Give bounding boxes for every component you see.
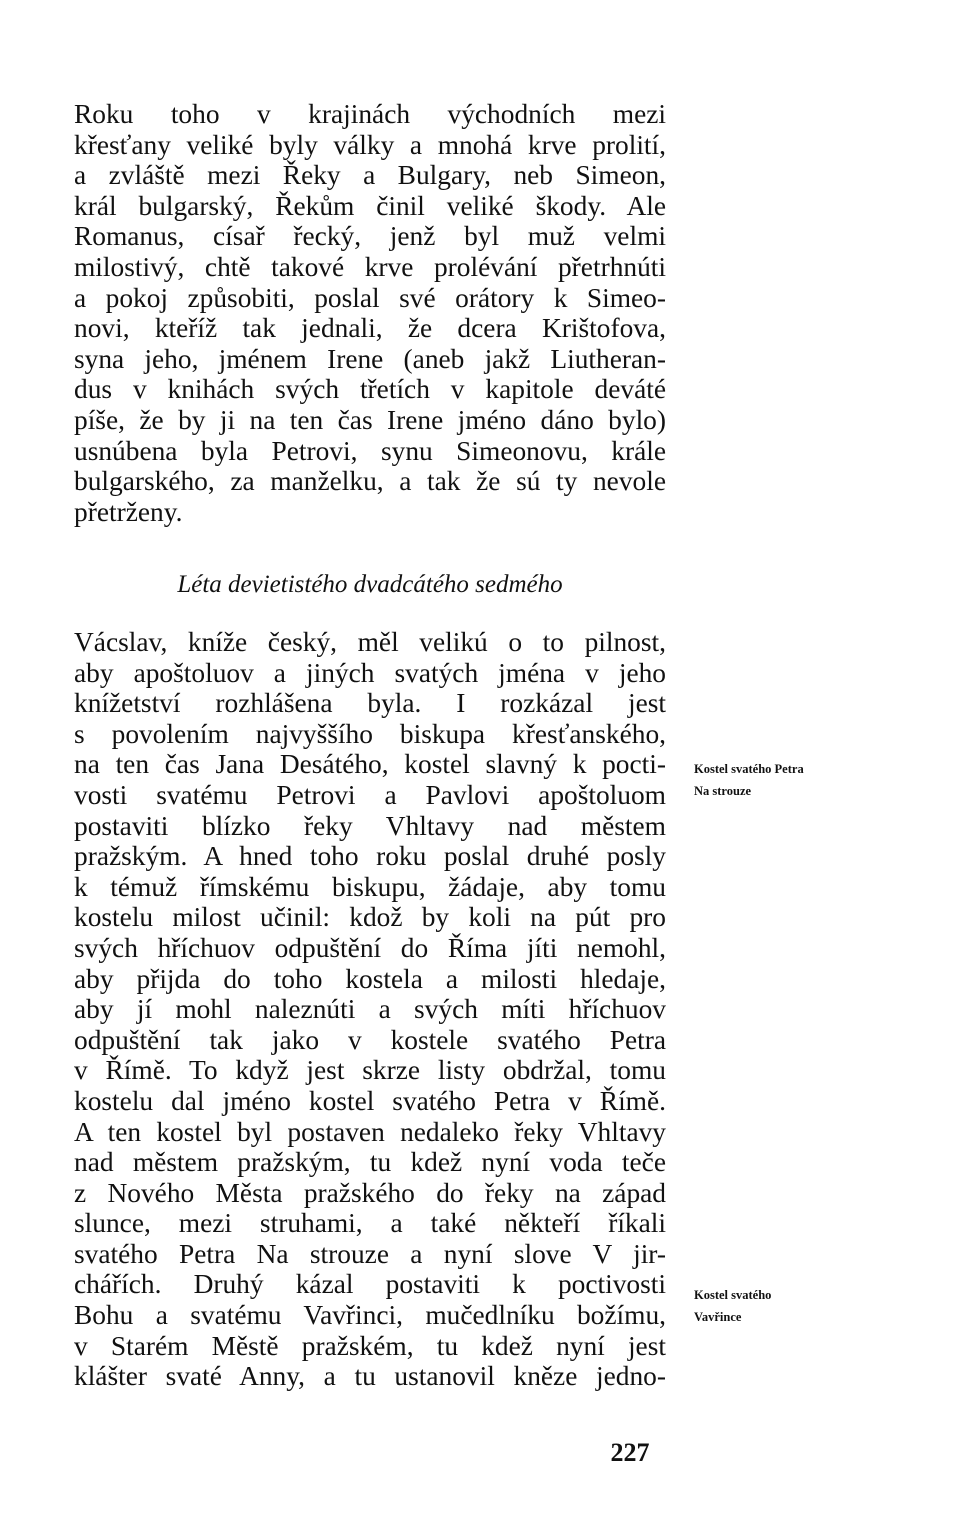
text-line: chářích. Druhý kázal postaviti k poctivosti <box>74 1269 666 1300</box>
text-line: syna jeho, jménem Irene (aneb jakž Liutheran- <box>74 343 666 374</box>
text-line: slunce, mezi struhami, a také někteří říkali <box>74 1208 666 1239</box>
text-line: a pokoj způsobiti, poslal své orátory k Simeo- <box>74 282 666 313</box>
text-line: svých hříchuov odpuštění do Říma jíti nemohl, <box>74 932 666 963</box>
text-line: přetrženy. <box>74 496 183 527</box>
text-line: píše, že by ji na ten čas Irene jméno dáno bylo) <box>74 404 666 435</box>
text-line: bulgarského, za manželku, a tak že sú ty nevole <box>74 466 666 497</box>
text-line: Bohu a svatému Vavřinci, mučedlníku božímu, <box>74 1300 666 1331</box>
section-heading: Léta devietistého dvadcátého sedmého <box>177 571 563 598</box>
page-number: 227 <box>610 1438 650 1467</box>
text-line: dus v knihách svých třetích v kapitole deváté <box>74 374 666 405</box>
text-line: kostelu milost učinil: kdož by koli na pút pro <box>74 902 666 933</box>
text-line: v Římě. To když jest skrze listy obdržal, tomu <box>74 1055 666 1086</box>
margin-note-line: Na strouze <box>694 784 752 798</box>
text-line: s povolením najvyššího biskupa křesťanského, <box>74 718 666 749</box>
text-line: A ten kostel byl postaven nedaleko řeky Vhltavy <box>74 1116 666 1147</box>
margin-note-line: Vavřince <box>694 1310 742 1324</box>
text-line: z Nového Města pražského do řeky na západ <box>74 1177 666 1208</box>
text-line: v Starém Městě pražském, tu kdež nyní jest <box>74 1330 666 1361</box>
text-line: a zvláště mezi Řeky a Bulgary, neb Simeon, <box>74 160 666 191</box>
text-line: novi, kteříž tak jednali, že dcera Krištofova, <box>74 313 666 344</box>
text-line: milostivý, chtě takové krve prolévání přetrhnúti <box>74 251 666 282</box>
text-line: klášter svaté Anny, a tu ustanovil kněze jedno- <box>74 1361 666 1392</box>
text-line: na ten čas Jana Desátého, kostel slavný k pocti- <box>74 749 666 780</box>
text-line: pražským. A hned toho roku poslal druhé posly <box>74 841 666 872</box>
text-line: k témuž římskému biskupu, žádaje, aby tomu <box>74 871 666 902</box>
text-line: odpuštění tak jako v kostele svatého Petra <box>74 1024 666 1055</box>
text-line: svatého Petra Na strouze a nyní slove V jir- <box>74 1238 666 1269</box>
margin-note-line: Kostel svatého Petra <box>694 762 804 776</box>
margin-note-kostel-vavrince <box>694 1284 824 1328</box>
paragraph-1 <box>74 99 666 527</box>
margin-note-kostel-petra <box>694 758 824 802</box>
text-line: kostelu dal jméno kostel svatého Petra v Římě. <box>74 1085 666 1116</box>
text-line: aby apoštoluov a jiných svatých jména v jeho <box>74 657 666 688</box>
text-line: postaviti blízko řeky Vhltavy nad městem <box>74 810 666 841</box>
text-line: vosti svatému Petrovi a Pavlovi apoštoluom <box>74 779 666 810</box>
text-line: křesťany veliké byly války a mnohá krve prolití, <box>74 129 666 160</box>
margin-note-line: Kostel svatého <box>694 1288 772 1302</box>
text-line: aby přijda do toho kostela a milosti hledaje, <box>74 963 666 994</box>
text-line: usnúbena byla Petrovi, synu Simeonovu, krále <box>74 435 666 466</box>
text-line: Roku toho v krajinách východních mezi <box>74 99 666 129</box>
text-line: knížetství rozhlášena byla. I rozkázal jest <box>74 688 666 719</box>
paragraph-2 <box>74 627 666 1392</box>
text-line: král bulgarský, Řekům činil veliké škody. Ale <box>74 190 666 221</box>
text-line: nad městem pražským, tu kdež nyní voda teče <box>74 1147 666 1178</box>
text-line: Romanus, císař řecký, jenž byl muž velmi <box>74 221 666 252</box>
text-line: aby jí mohl naleznúti a svých míti hříchuov <box>74 994 666 1025</box>
text-line: Vácslav, kníže český, měl velikú o to pilnost, <box>74 627 666 657</box>
